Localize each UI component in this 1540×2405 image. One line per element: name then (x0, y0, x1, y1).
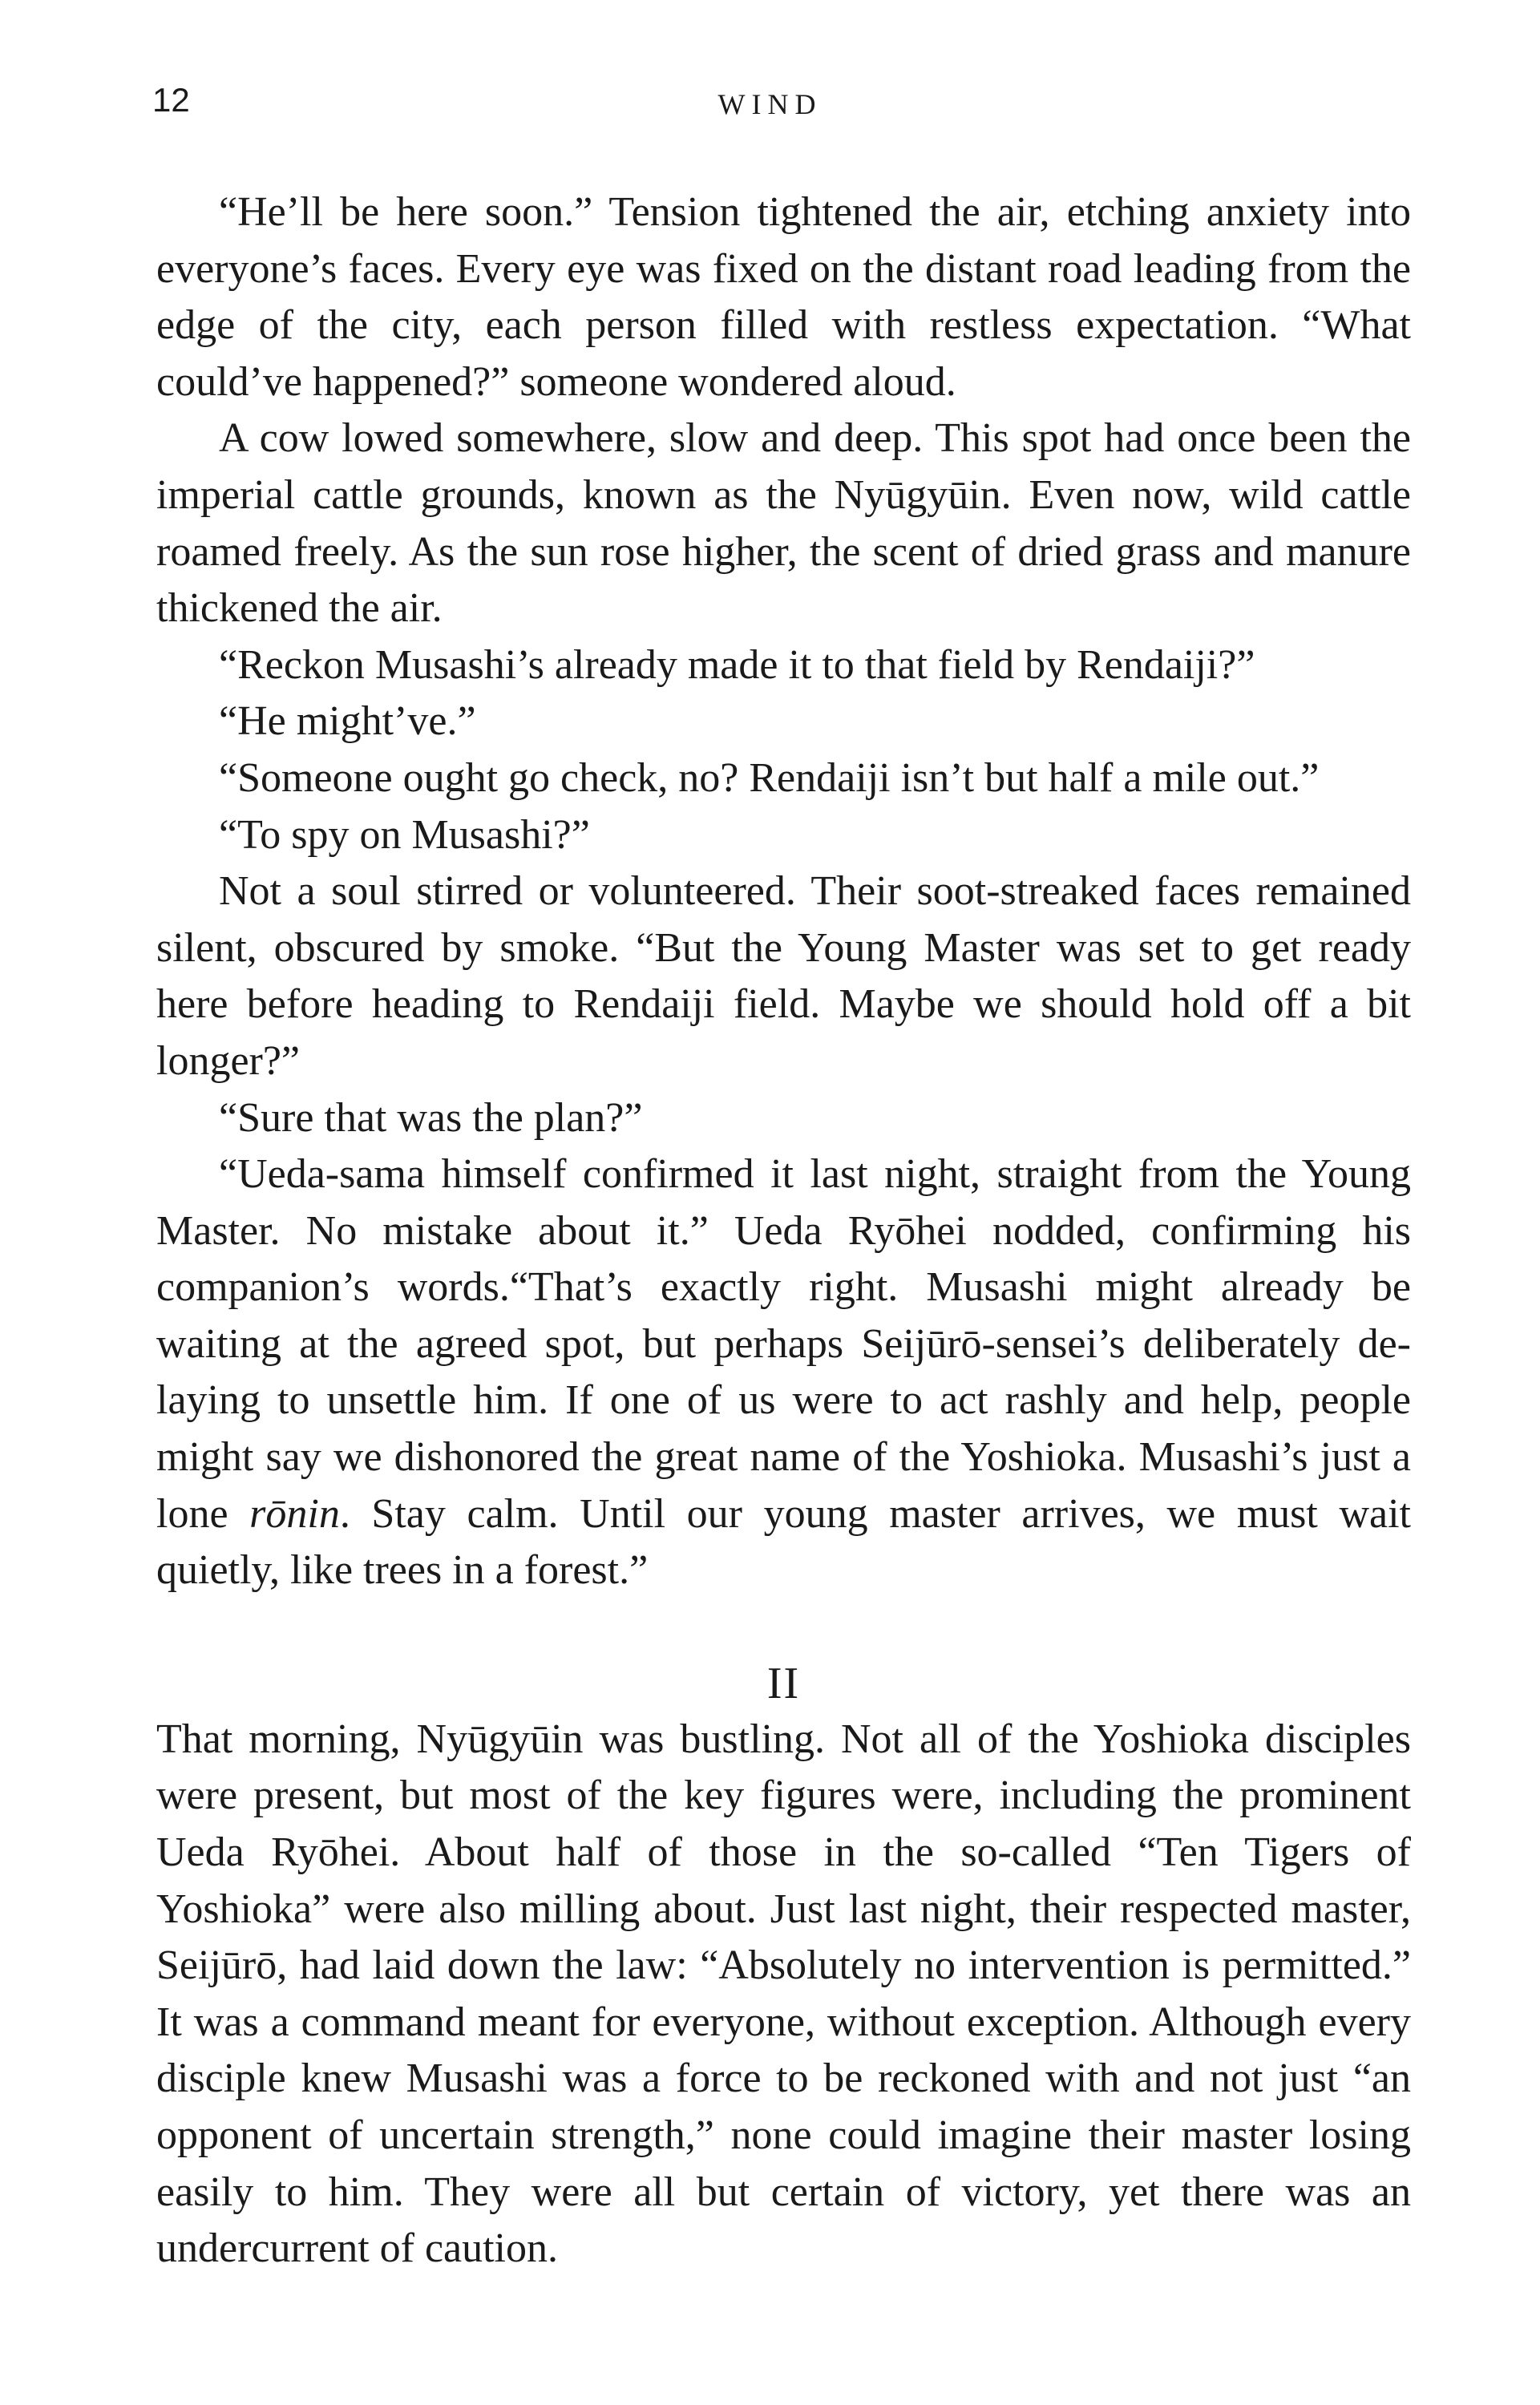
paragraph: “To spy on Musashi?” (219, 811, 590, 858)
paragraph: A cow lowed somewhere, slow and deep. This spot had once been the imperial cattle grounds, known as the Nyūgyūin. Even now, wild cattle roamed freely. As the sun rose higher, the scent of dried grass and manure thickened the air. (156, 415, 1411, 632)
paragraph: “Sure that was the plan?” (219, 1094, 643, 1141)
paragraph-text: “Ueda-sama himself confirmed it last night, straight from the Young Master. No mistake about it.” Ueda Ryōhei nodded, confirming his companion’s words.“That’s exactly right. Musashi might already be waiting at the agreed spot, but perhaps Seijūrō-sensei’s deliberately delaying to unsettle him. If one of us were to act rashly and help, people might say we dishonored the great name of the Yoshioka. Musashi’s just a lone (156, 1151, 1411, 1537)
paragraph (156, 1146, 1411, 1599)
paragraph: “Someone ought go check, no? Rendaiji isn’t but half a mile out.” (219, 754, 1320, 801)
paragraph: Not a soul stirred or volunteered. Their soot-streaked faces remained silent, obscured by smoke. “But the Young Master was set to get ready here before heading to Rendaiji field. Maybe we should hold off a bit longer?” (156, 868, 1411, 1084)
paragraph: “He might’ve.” (219, 698, 476, 745)
paragraph: “Reckon Musashi’s already made it to that field by Rendaiji?” (219, 641, 1255, 688)
paragraph-text: . Stay calm. Until our young master arrives, we must wait quietly, like trees in a forest.” (156, 1490, 1411, 1594)
paragraph: “He’ll be here soon.” Tension tightened the air, etching anxiety into everyone’s faces. Every eye was fixed on the distant road leading from the edge of the city, each person filled with restless expectation. “What could’ve happened?” someone wondered aloud. (156, 189, 1411, 405)
running-head: WIND (717, 88, 823, 120)
body-text (156, 184, 1411, 2278)
section-heading: II (766, 1658, 801, 1708)
italic-term: rōnin (249, 1490, 340, 1537)
paragraph: That morning, Nyūgyūin was bustling. Not all of the Yoshioka disciples were present, but most of the key figures were, including the prominent Ueda Ryōhei. About half of those in the so-called “Ten Tigers of Yoshioka” were also milling about. Just last night, their respected master, Seijūrō, had laid down the law: “Absolutely no intervention is permitted.” It was a command meant for everyone, without exception. Although every disciple knew Musashi was a force to be reckoned with and not just “an opponent of uncertain strength,” none could imagine their master losing easily to him. They were all but certain of victory, yet there was an undercurrent of caution. (156, 1716, 1411, 2272)
page-number: 12 (152, 81, 190, 119)
